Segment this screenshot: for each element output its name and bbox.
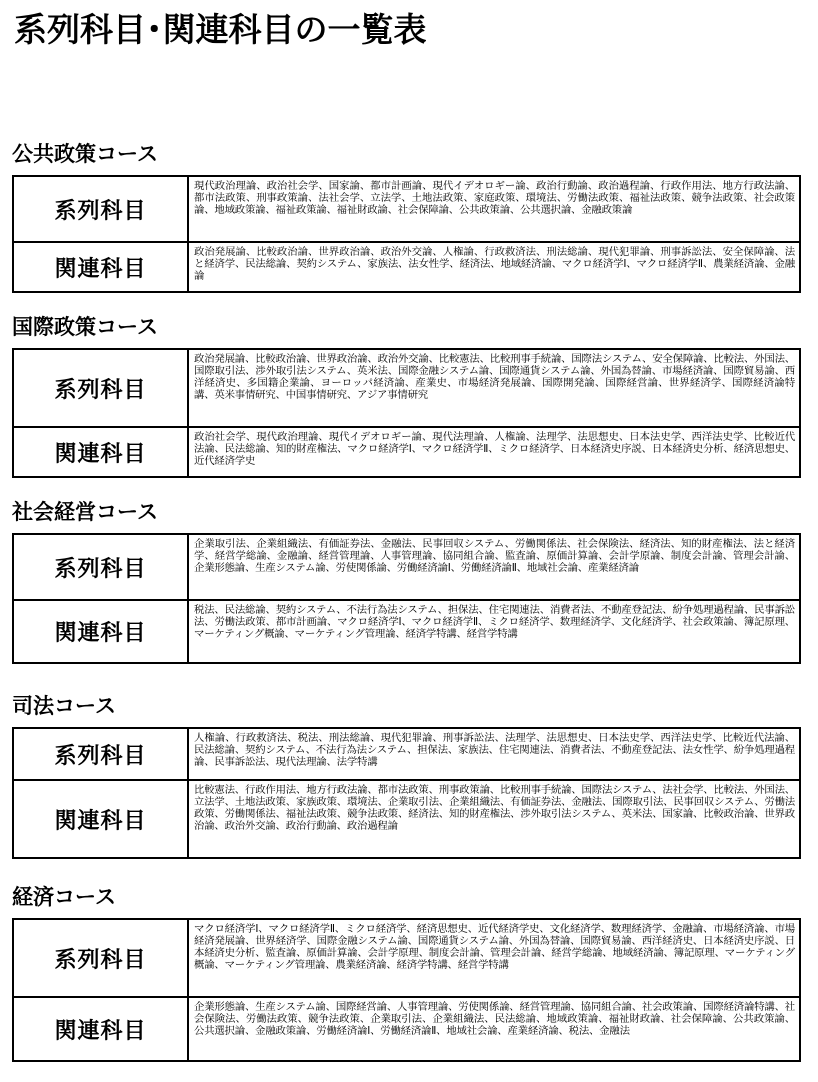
course-section-public-policy	[12, 140, 801, 293]
table-row	[14, 177, 799, 241]
course-section-judicial	[12, 692, 801, 859]
table-row	[14, 241, 799, 291]
course-title: 司法コース	[12, 694, 116, 718]
course-title: 社会経営コース	[12, 500, 158, 524]
course-title: 国際政策コース	[12, 315, 158, 339]
row-label: 関連科目	[14, 428, 189, 476]
table-row	[14, 426, 799, 476]
subject-list: 企業形態論、生産システム論、国際経営論、人事管理論、労使関係論、経営管理論、協同組合論、社会政策論、国際経済論特講、社会保険法、労働法政策、競争法政策、企業取引法、企業組織法、民法総論、地域政策論、福祉財政論、社会保障論、公共政策論、公共選択論、金融政策論、労働経済論Ⅰ、労働経済論Ⅱ、地域社会論、産業経済論、税法、金融法	[194, 1001, 795, 1037]
row-label: 系列科目	[14, 729, 189, 779]
row-label: 系列科目	[14, 535, 189, 599]
subject-list: 政治社会学、現代政治理論、現代イデオロギー論、現代法理論、人権論、法理学、法思想史、日本法史学、西洋法史学、比較近代法論、民法総論、知的財産権法、マクロ経済学Ⅰ、マクロ経済学Ⅱ、ミクロ経済学、日本経済史序説、日本経済史分析、経済思想史、近代経済学史	[194, 431, 795, 467]
subject-list: 現代政治理論、政治社会学、国家論、都市計画論、現代イデオロギー論、政治行動論、政治過程論、行政作用法、地方行政法論、都市法政策、刑事政策論、法社会学、立法学、土地法政策、家庭政策、環境法、労働法政策、福祉法政策、競争法政策、社会政策論、地域政策論、福祉政策論、福祉財政論、社会保障論、公共政策論、公共選択論、金融政策論	[194, 180, 795, 216]
subject-list: 政治発展論、比較政治論、世界政治論、政治外交論、比較憲法、比較刑事手続論、国際法システム、安全保障論、比較法、外国法、国際取引法、渉外取引法システム、英米法、国際金融システム論、国際通貨システム論、外国為替論、市場経済論、国際貿易論、西洋経済史、多国籍企業論、ヨーロッパ経済論、産業史、市場経済発展論、国際開発論、国際経営論、世界経済学、国際経済論特講、英米事情研究、中国事情研究、アジア事情研究	[194, 353, 795, 401]
table-row	[14, 729, 799, 779]
row-label: 関連科目	[14, 601, 189, 662]
course-section-social-management	[12, 498, 801, 664]
table-row	[14, 996, 799, 1060]
row-label: 関連科目	[14, 243, 189, 291]
course-section-international-policy	[12, 313, 801, 478]
table-row	[14, 535, 799, 599]
course-title: 経済コース	[12, 885, 116, 909]
course-table	[12, 727, 801, 859]
course-table	[12, 533, 801, 664]
table-row	[14, 779, 799, 857]
subject-list: 比較憲法、行政作用法、地方行政法論、都市法政策、刑事政策論、比較刑事手続論、国際法システム、法社会学、比較法、外国法、立法学、土地法政策、家族政策、環境法、企業取引法、企業組織法、有価証券法、金融法、国際取引法、民事回収システム、労働法政策、労働関係法、福祉法政策、競争法政策、経済法、知的財産権法、渉外取引法システム、英米法、国家論、比較政治論、世界政治論、政治外交論、政治行動論、政治過程論	[194, 784, 795, 832]
row-label: 系列科目	[14, 177, 189, 241]
course-table	[12, 175, 801, 293]
subject-list: 人権論、行政救済法、税法、刑法総論、現代犯罪論、刑事訴訟法、法理学、法思想史、日本法史学、西洋法史学、比較近代法論、民法総論、契約システム、不法行為法システム、担保法、家族法、住宅関連法、消費者法、不動産登記法、法女性学、紛争処理過程論、民事訴訟法、現代法理論、法学特講	[194, 732, 795, 768]
subject-list: 税法、民法総論、契約システム、不法行為法システム、担保法、住宅関連法、消費者法、不動産登記法、紛争処理過程論、民事訴訟法、労働法政策、都市計画論、マクロ経済学Ⅰ、マクロ経済学Ⅱ、ミクロ経済学、数理経済学、文化経済学、社会政策論、簿記原理、マーケティング概論、マーケティング管理論、経済学特講、経営学特講	[194, 604, 795, 640]
page-title: 系列科目･関連科目の一覧表	[14, 10, 427, 49]
subject-list: マクロ経済学Ⅰ、マクロ経済学Ⅱ、ミクロ経済学、経済思想史、近代経済学史、文化経済学、数理経済学、金融論、市場経済論、市場経済発展論、世界経済学、国際金融システム論、国際通貨システム論、外国為替論、国際貿易論、西洋経済史、日本経済史序説、日本経済史分析、監査論、原価計算論、会計学原理、制度会計論、管理会計論、経営学総論、地域経済論、簿記原理、マーケティング概論、マーケティング管理論、農業経済論、経済学特講、経営学特講	[194, 923, 795, 971]
row-label: 関連科目	[14, 998, 189, 1060]
course-table	[12, 348, 801, 478]
table-row	[14, 920, 799, 996]
course-title: 公共政策コース	[12, 142, 158, 166]
row-label: 系列科目	[14, 350, 189, 426]
subject-list: 政治発展論、比較政治論、世界政治論、政治外交論、人権論、行政救済法、刑法総論、現代犯罪論、刑事訴訟法、安全保障論、法と経済学、民法総論、契約システム、家族法、法女性学、経済法、地域経済論、マクロ経済学Ⅰ、マクロ経済学Ⅱ、農業経済論、金融論	[194, 246, 795, 282]
course-section-economics	[12, 883, 801, 1062]
table-row	[14, 599, 799, 662]
table-row	[14, 350, 799, 426]
subject-list: 企業取引法、企業組織法、有価証券法、金融法、民事回収システム、労働関係法、社会保険法、経済法、知的財産権法、法と経済学、経営学総論、金融論、経営管理論、人事管理論、協同組合論、監査論、原価計算論、会計学原論、制度会計論、管理会計論、企業形態論、生産システム論、労使関係論、労働経済論Ⅰ、労働経済論Ⅱ、地域社会論、産業経済論	[194, 538, 795, 574]
row-label: 関連科目	[14, 781, 189, 857]
row-label: 系列科目	[14, 920, 189, 996]
course-table	[12, 918, 801, 1062]
